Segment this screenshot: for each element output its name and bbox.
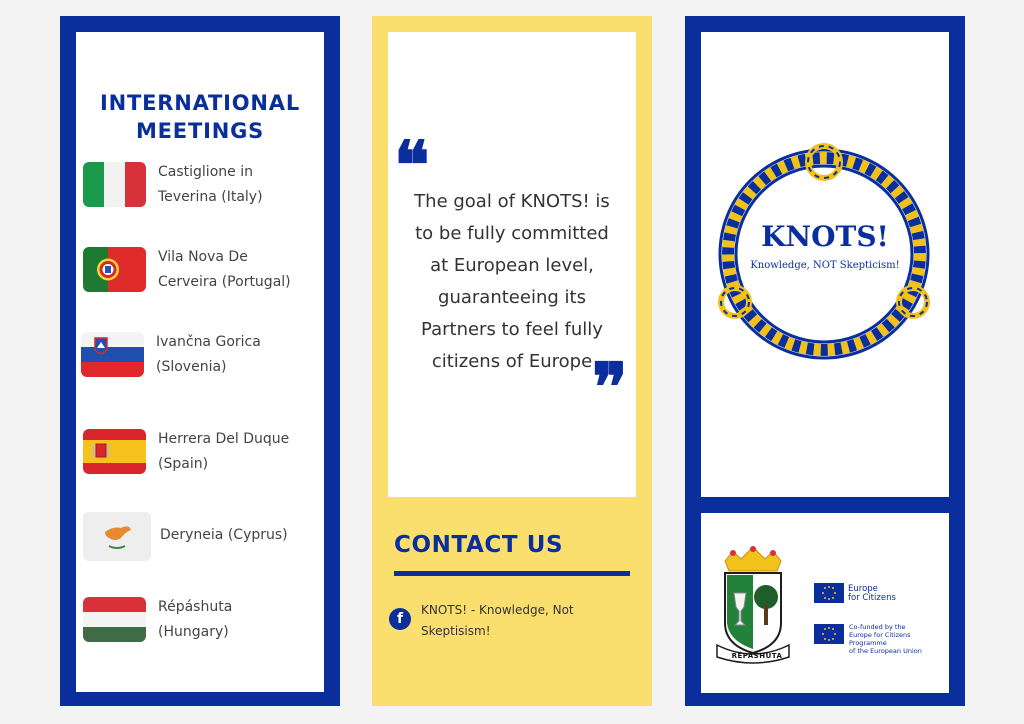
meeting-item-hungary xyxy=(76,597,324,657)
meeting-location-line1: Répáshuta xyxy=(158,599,233,615)
cyprus-flag-icon xyxy=(83,512,151,561)
quote-line: citizens of Europe xyxy=(431,351,593,372)
eu1-line2: for Citizens xyxy=(848,593,896,603)
quote-card xyxy=(388,32,636,497)
meeting-location-line2: (Hungary) xyxy=(158,624,229,640)
italy-flag-icon xyxy=(83,162,146,207)
quote-line: Partners to feel fully xyxy=(421,319,603,340)
meeting-location-line2: Teverina (Italy) xyxy=(158,189,263,205)
meeting-location-line1: Vila Nova De xyxy=(158,249,248,265)
quote-line: at European level, xyxy=(430,255,594,276)
eu2-line3: of the European Union xyxy=(849,647,922,655)
quote-contact-panel xyxy=(372,16,652,706)
contact-title: CONTACT US xyxy=(394,532,564,558)
meetings-title-line2: MEETINGS xyxy=(135,119,265,143)
slovenia-flag-icon xyxy=(81,332,144,377)
portugal-flag-icon xyxy=(83,247,146,292)
partners-card xyxy=(701,513,949,693)
contact-divider xyxy=(394,571,630,576)
eu2-line1: Co-funded by the xyxy=(849,623,906,631)
meeting-location-line2: (Spain) xyxy=(158,456,209,472)
meeting-location-line2: Cerveira (Portugal) xyxy=(158,274,291,290)
meeting-location-line1: Herrera Del Duque xyxy=(158,431,290,447)
knots-logo-subtitle: Knowledge, NOT Skepticism! xyxy=(750,260,900,271)
meeting-item-portugal xyxy=(76,247,324,307)
meeting-item-slovenia xyxy=(76,332,324,392)
spain-flag-icon xyxy=(83,429,146,474)
meeting-item-spain xyxy=(76,429,324,489)
logos-panel xyxy=(685,16,965,706)
europe-for-citizens-label xyxy=(848,585,896,603)
meeting-location-line1: Castiglione in xyxy=(158,164,253,180)
meetings-title-line1: INTERNATIONAL xyxy=(99,91,301,115)
meeting-location-line1: Ivančna Gorica xyxy=(156,334,261,350)
crest-banner-text: RÉPÁSHUTA xyxy=(731,652,783,660)
eu-flag-icon xyxy=(814,624,844,644)
close-quote-icon: ❞ xyxy=(592,348,628,426)
eu-cofunded-label xyxy=(849,623,949,655)
quote-line: guaranteeing its xyxy=(438,287,586,308)
eu-flag-icon xyxy=(814,583,844,603)
meetings-card xyxy=(76,32,324,692)
knots-logo-title: KNOTS! xyxy=(761,220,889,253)
facebook-link-line1: KNOTS! - Knowledge, Not xyxy=(421,603,574,617)
meetings-title xyxy=(76,89,324,145)
knots-logo-card xyxy=(701,32,949,497)
facebook-page-link[interactable] xyxy=(421,600,574,642)
repashuta-coat-of-arms xyxy=(713,545,793,665)
meeting-item-italy xyxy=(76,162,324,222)
quote-line: to be fully committed xyxy=(415,223,609,244)
meeting-location-line1: Deryneia (Cyprus) xyxy=(160,527,288,543)
hungary-flag-icon xyxy=(83,597,146,642)
eu1-line1: Europe xyxy=(848,584,878,594)
meetings-panel xyxy=(60,16,340,706)
meeting-location-line2: (Slovenia) xyxy=(156,359,227,375)
quote-line: The goal of KNOTS! is xyxy=(414,191,610,212)
facebook-link-line2: Skeptisism! xyxy=(421,624,491,638)
meeting-item-cyprus xyxy=(76,512,324,572)
eu2-line2: Europe for Citizens Programme xyxy=(849,631,911,647)
open-quote-icon: ❝ xyxy=(394,126,430,204)
facebook-icon[interactable]: f xyxy=(389,608,411,630)
